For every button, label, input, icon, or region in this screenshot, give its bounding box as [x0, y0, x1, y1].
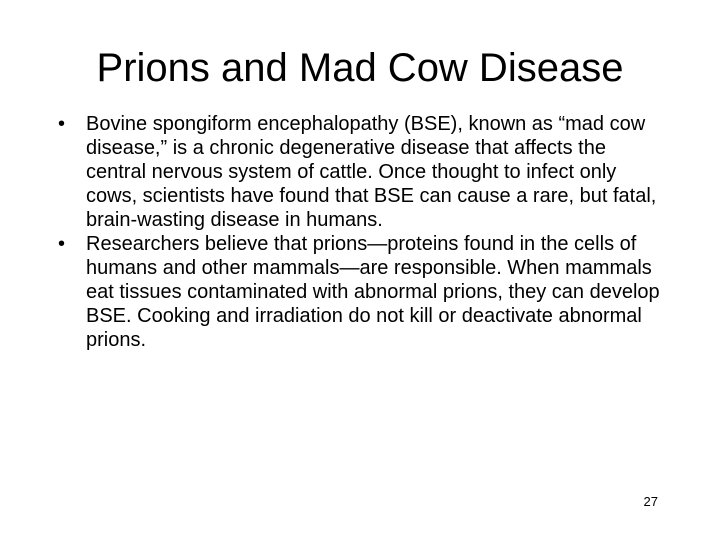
bullet-text: Researchers believe that prions—proteins found in the cells of humans and other mammals—are responsible. When mammals eat tissues contaminated with abnormal prions, they can develop BSE. Cooking and irradiation do not kill or deactivate abnormal prions.	[86, 233, 660, 351]
bullet-text: Bovine spongiform encephalopathy (BSE), known as “mad cow disease,” is a chronic degenerative disease that affects the central nervous system of cattle. Once thought to infect only cows, scientists have found that BSE can cause a rare, but fatal, brain-wasting disease in humans.	[86, 113, 657, 231]
bullet-marker: •	[58, 113, 66, 135]
bullet-item-bse-definition	[58, 112, 668, 232]
bullet-marker: •	[58, 233, 66, 255]
page-number: 27	[643, 494, 658, 509]
bullet-list	[58, 112, 668, 352]
slide-title: Prions and Mad Cow Disease	[96, 46, 624, 90]
bullet-item-prions-cause	[58, 232, 668, 352]
